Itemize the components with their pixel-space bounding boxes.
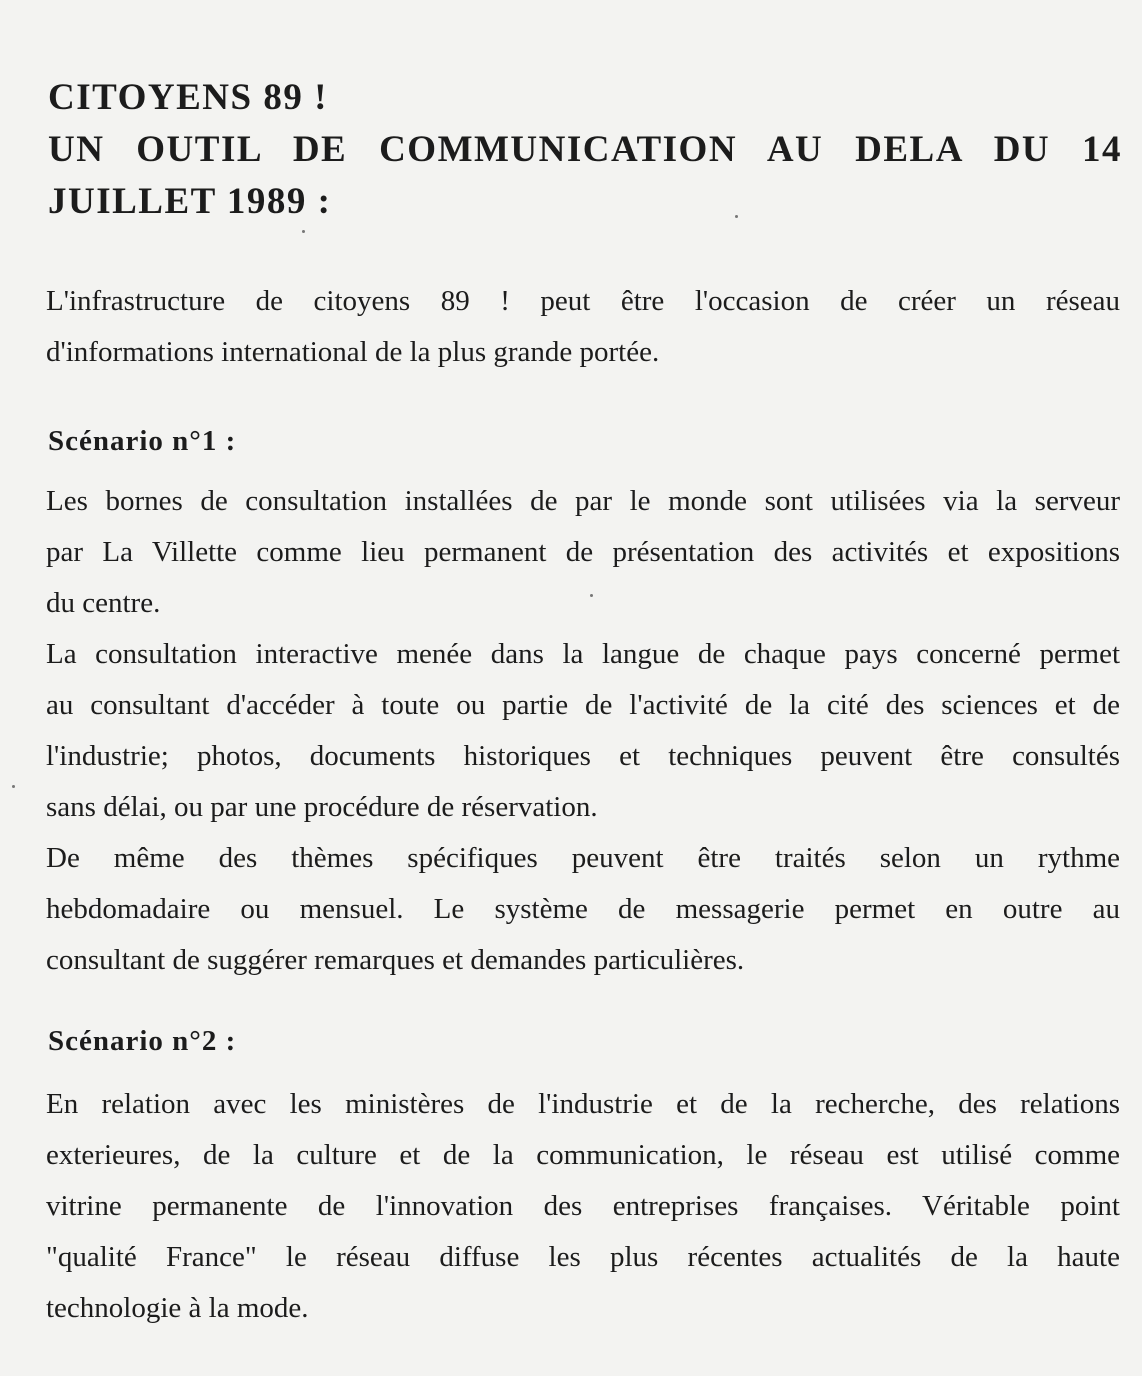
title-line-1: CITOYENS 89 ! <box>48 77 328 118</box>
scan-speck <box>12 785 15 788</box>
scenario-2-line: exterieures, de la culture et de la communication, le réseau est utilisé comme <box>46 1139 1120 1171</box>
scenario-1-body <box>46 476 1120 986</box>
title-line-3: JUILLET 1989 : <box>48 181 332 222</box>
scenario-1-line: au consultant d'accéder à toute ou partie de l'activité de la cité des sciences et de <box>46 689 1120 721</box>
scenario-1-line: sans délai, ou par une procédure de réservation. <box>46 791 598 823</box>
scenario-1-line: hebdomadaire ou mensuel. Le système de messagerie permet en outre au <box>46 893 1120 925</box>
scenario-2-line: En relation avec les ministères de l'industrie et de la recherche, des relations <box>46 1088 1120 1120</box>
intro-paragraph <box>46 276 1120 378</box>
scan-speck <box>590 594 593 597</box>
scenario-2-body <box>46 1079 1120 1334</box>
scenario-1-line: De même des thèmes spécifiques peuvent être traités selon un rythme <box>46 842 1120 874</box>
scenario-2-heading: Scénario n°2 : <box>48 1025 237 1057</box>
scenario-1-line: consultant de suggérer remarques et demandes particulières. <box>46 944 745 976</box>
title-line-2: UN OUTIL DE COMMUNICATION AU DELA DU 14 <box>48 129 1122 170</box>
scenario-2-line: "qualité France" le réseau diffuse les plus récentes actualités de la haute <box>46 1241 1120 1273</box>
scenario-1-line: Les bornes de consultation installées de par le monde sont utilisées via la serveur <box>46 485 1120 517</box>
scenario-1-line: du centre. <box>46 587 161 619</box>
scenario-1-heading: Scénario n°1 : <box>48 425 237 457</box>
scenario-2-line: technologie à la mode. <box>46 1292 309 1324</box>
scenario-1-line: l'industrie; photos, documents historiques et techniques peuvent être consultés <box>46 740 1120 772</box>
intro-line-1: L'infrastructure de citoyens 89 ! peut être l'occasion de créer un réseau <box>46 285 1120 317</box>
scan-speck <box>735 215 738 218</box>
intro-line-2: d'informations international de la plus grande portée. <box>46 336 660 368</box>
scenario-2-line: vitrine permanente de l'innovation des entreprises françaises. Véritable point <box>46 1190 1120 1222</box>
scan-speck <box>302 230 305 233</box>
scenario-1-line: par La Villette comme lieu permanent de présentation des activités et expositions <box>46 536 1120 568</box>
page-title <box>48 72 1122 228</box>
scenario-1-line: La consultation interactive menée dans la langue de chaque pays concerné permet <box>46 638 1120 670</box>
